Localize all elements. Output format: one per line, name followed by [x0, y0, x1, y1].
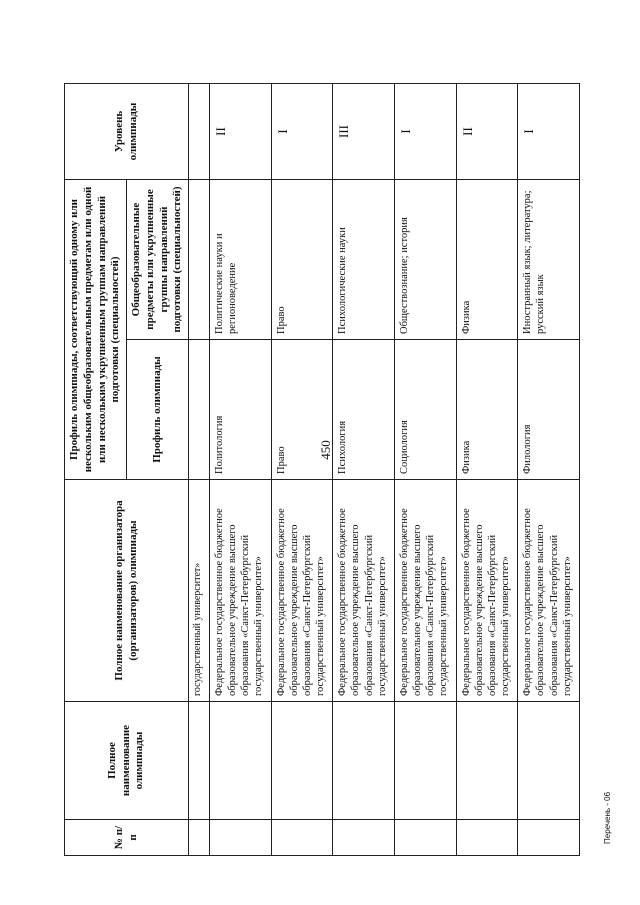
- olympiad-table: [64, 83, 580, 856]
- organizer-cell: Федеральное государственное бюджетное образовательное учреждение высшего образования «Санкт-Петербургский государственный университет»: [271, 480, 333, 702]
- organizer-cell: Федеральное государственное бюджетное образовательное учреждение высшего образования «Санкт-Петербургский государственный университет»: [518, 480, 580, 702]
- header-num: № п/п: [65, 820, 189, 856]
- header-organizer: Полное наименование организатора (организаторов) олимпиады: [65, 480, 189, 702]
- profile-cell: Право: [271, 340, 333, 480]
- footer-note: Перечень - 06: [603, 791, 612, 844]
- level-cell: II: [210, 84, 272, 180]
- level-cell: I: [518, 84, 580, 180]
- subjects-cell: Право: [271, 180, 333, 340]
- header-profile-group: Профиль олимпиады, соответствующий одному или нескольким общеобразовательным предметам или одной или нескольким укрупненным группам направлений подготовки (специальностей): [65, 180, 127, 480]
- subjects-cell: Иностранный язык; литература; русский язык: [518, 180, 580, 340]
- subjects-cell: Обществознание; история: [394, 180, 456, 340]
- profile-cell: Социология: [394, 340, 456, 480]
- level-cell: III: [333, 84, 395, 180]
- header-profile: Профиль олимпиады: [127, 340, 189, 480]
- subjects-cell: Психологические науки: [333, 180, 395, 340]
- table-row: [271, 84, 333, 856]
- level-cell: I: [271, 84, 333, 180]
- organizer-continuation: государственный университет»: [189, 480, 210, 702]
- organizer-cell: Федеральное государственное бюджетное образовательное учреждение высшего образования «Санкт-Петербургский государственный университет»: [333, 480, 395, 702]
- profile-cell: Физика: [456, 340, 518, 480]
- subjects-cell: Физика: [456, 180, 518, 340]
- header-olympiad-name: Полное наименование олимпиады: [65, 702, 189, 820]
- table-row: [394, 84, 456, 856]
- level-cell: I: [394, 84, 456, 180]
- profile-cell: Политология: [210, 340, 272, 480]
- level-cell: II: [456, 84, 518, 180]
- table-row: [210, 84, 272, 856]
- table-row: [189, 84, 210, 856]
- table-row: [518, 84, 580, 856]
- header-level: Уровень олимпиады: [65, 84, 189, 180]
- profile-cell: Филология: [518, 340, 580, 480]
- table-row: [456, 84, 518, 856]
- table-row: [333, 84, 395, 856]
- page-number: 450: [318, 440, 333, 460]
- subjects-cell: Политические науки и регионоведение: [210, 180, 272, 340]
- header-subjects: Общеобразовательные предметы или укрупненные группы направлений подготовки (специальностей): [127, 180, 189, 340]
- profile-cell: Психология: [333, 340, 395, 480]
- olympiad-table-rotated: [64, 84, 580, 856]
- organizer-cell: Федеральное государственное бюджетное образовательное учреждение высшего образования «Санкт-Петербургский государственный университет»: [210, 480, 272, 702]
- organizer-cell: Федеральное государственное бюджетное образовательное учреждение высшего образования «Санкт-Петербургский государственный университет»: [394, 480, 456, 702]
- organizer-cell: Федеральное государственное бюджетное образовательное учреждение высшего образования «Санкт-Петербургский государственный университет»: [456, 480, 518, 702]
